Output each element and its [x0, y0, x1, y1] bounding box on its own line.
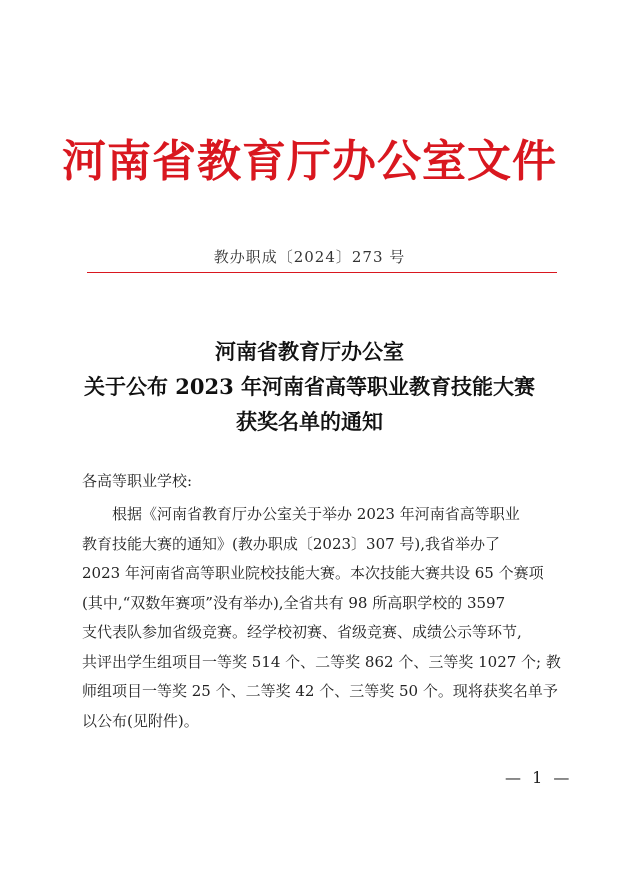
salutation: 各高等职业学校: [82, 472, 193, 490]
title-line-3: 获奖名单的通知 [236, 409, 383, 434]
body-line: (其中,“双数年赛项”没有举办),全省共有 98 所高职学校的 3597 [82, 593, 506, 612]
body-line: 支代表队参加省级竞赛。经学校初赛、省级竞赛、成绩公示等环节, [82, 623, 522, 641]
body-paragraph [82, 500, 561, 736]
body-line: 根据《河南省教育厅办公室关于举办 2023 年河南省高等职业 [82, 505, 520, 523]
body-line: 教育技能大赛的通知》(教办职成〔2023〕307 号),我省举办了 [82, 534, 501, 553]
document-number: 教办职成〔2024〕273 号 [213, 248, 406, 266]
title-line-1: 河南省教育厅办公室 [215, 339, 404, 364]
body-line: 以公布(见附件)。 [82, 711, 199, 730]
body-line: 师组项目一等奖 25 个、二等奖 42 个、三等奖 50 个。现将获奖名单予 [82, 682, 558, 700]
title-line-2: 关于公布 2023 年河南省高等职业教育技能大赛 [83, 374, 536, 399]
body-line: 共评出学生组项目一等奖 514 个、二等奖 862 个、三等奖 1027 个; 教 [82, 652, 561, 671]
page-number: — 1 — [505, 768, 573, 787]
red-divider [87, 272, 557, 273]
body-line: 2023 年河南省高等职业院校技能大赛。本次技能大赛共设 65 个赛项 [82, 564, 544, 582]
document-masthead: 河南省教育厅办公室文件 [62, 136, 557, 187]
